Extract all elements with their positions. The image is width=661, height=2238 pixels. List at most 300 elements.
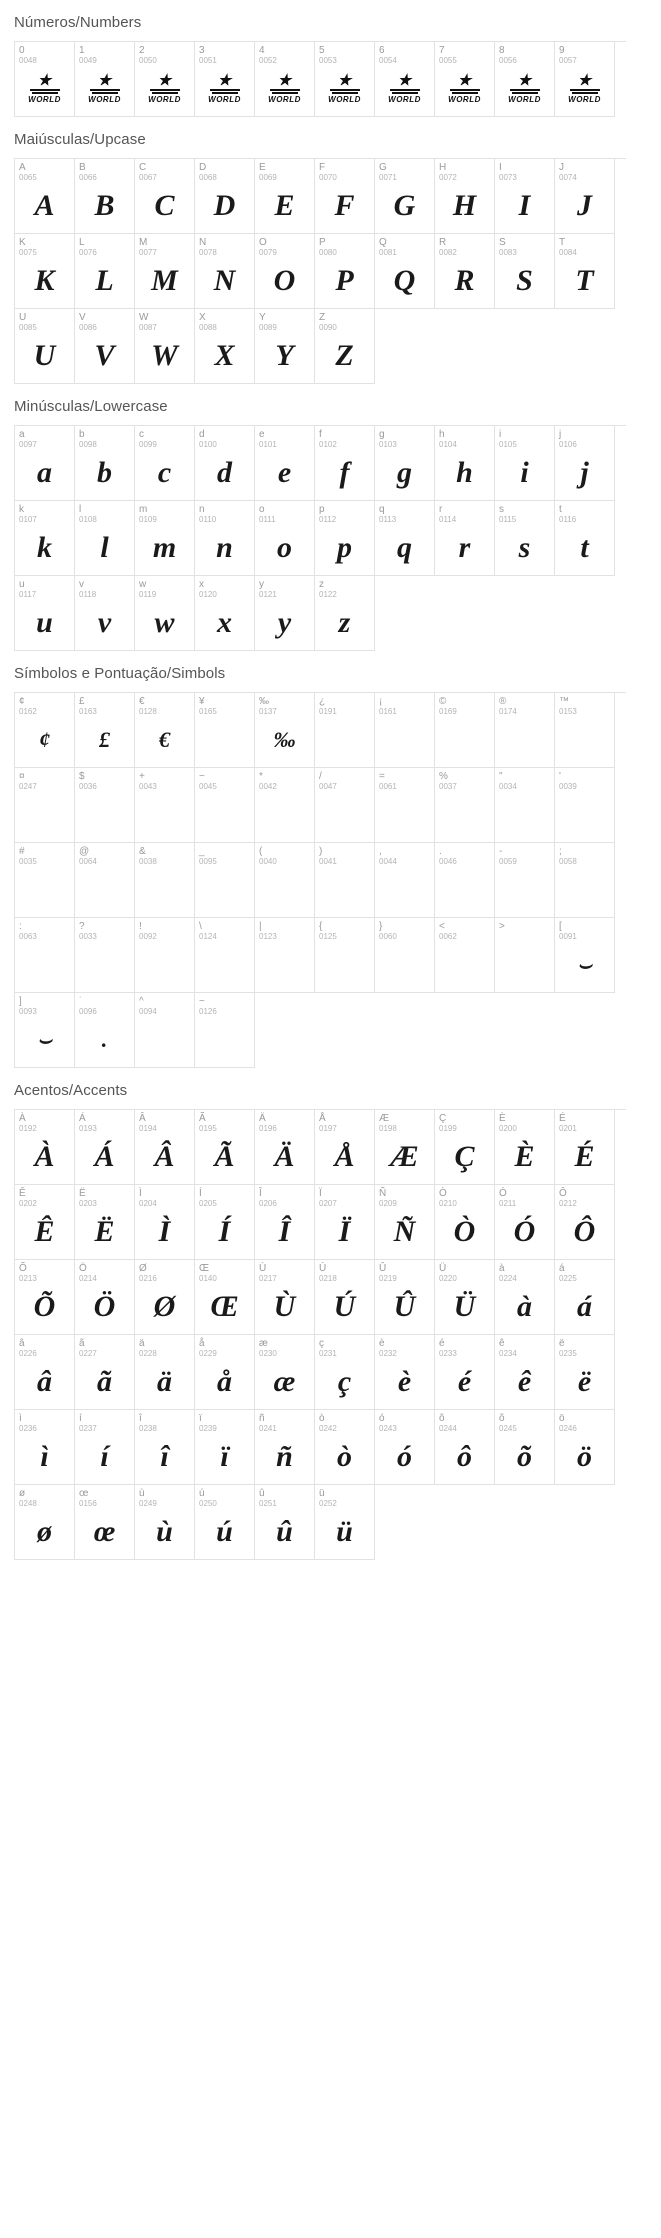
glyph-char-label: 6: [379, 45, 385, 56]
glyph-preview: [375, 940, 434, 990]
glyph-preview: p: [337, 531, 352, 564]
glyph-char-label: j: [559, 429, 562, 440]
glyph-code-label: 0064: [79, 857, 97, 866]
glyph-cell[interactable]: [15, 426, 75, 501]
glyph-code-label: 0092: [139, 932, 157, 941]
glyph-char-label: :: [19, 921, 22, 932]
glyph-cell[interactable]: [375, 42, 435, 117]
glyph-code-label: 0248: [19, 1499, 37, 1508]
glyph-cell[interactable]: [15, 918, 75, 993]
glyph-char-label: œ: [79, 1488, 89, 1499]
glyph-cell[interactable]: [495, 693, 555, 768]
badge-bar: [272, 92, 298, 94]
glyph-cell[interactable]: [195, 1410, 255, 1485]
glyph-code-label: 0237: [79, 1424, 97, 1433]
glyph-cell[interactable]: [255, 576, 315, 651]
glyph-preview: v: [97, 606, 112, 639]
glyph-cell[interactable]: [375, 1260, 435, 1335]
glyph-cell[interactable]: [255, 1485, 315, 1560]
glyph-char-label: û: [259, 1488, 265, 1499]
glyph-cell[interactable]: [195, 309, 255, 384]
glyph-cell[interactable]: [555, 42, 615, 117]
star-badge-icon: [26, 69, 64, 109]
glyph-code-label: 0039: [559, 782, 577, 791]
glyph-preview: i: [520, 456, 529, 489]
glyph-cell[interactable]: [255, 843, 315, 918]
glyph-cell[interactable]: [315, 234, 375, 309]
glyph-code-label: 0174: [499, 707, 517, 716]
glyph-cell[interactable]: [255, 1410, 315, 1485]
glyph-cell[interactable]: [495, 1260, 555, 1335]
glyph-cell[interactable]: [75, 1410, 135, 1485]
glyph-cell[interactable]: [135, 159, 195, 234]
glyph-cell[interactable]: [195, 234, 255, 309]
glyph-cell[interactable]: [135, 1335, 195, 1410]
glyph-char-label: 1: [79, 45, 85, 56]
glyph-cell[interactable]: [375, 768, 435, 843]
glyph-cell[interactable]: [75, 159, 135, 234]
glyph-cell[interactable]: [375, 1410, 435, 1485]
glyph-preview: ø: [37, 1515, 52, 1548]
glyph-cell[interactable]: [15, 576, 75, 651]
glyph-cell[interactable]: [315, 42, 375, 117]
glyph-cell[interactable]: [75, 234, 135, 309]
glyph-preview: [435, 790, 494, 840]
glyph-cell[interactable]: [195, 693, 255, 768]
glyph-cell[interactable]: [15, 993, 75, 1068]
glyph-cell[interactable]: [255, 693, 315, 768]
glyph-char-label: H: [439, 162, 447, 173]
glyph-cell[interactable]: [375, 159, 435, 234]
glyph-cell[interactable]: [75, 1485, 135, 1560]
glyph-char-label: Õ: [19, 1263, 27, 1274]
glyph-preview: A: [34, 189, 55, 222]
glyph-preview: w: [154, 606, 175, 639]
glyph-char-label: ;: [559, 846, 562, 857]
glyph-cell[interactable]: [255, 768, 315, 843]
glyph-cell[interactable]: [375, 1185, 435, 1260]
glyph-cell[interactable]: [435, 768, 495, 843]
glyph-cell[interactable]: [255, 234, 315, 309]
glyph-char-label: Ï: [319, 1188, 322, 1199]
glyph-cell[interactable]: [315, 1485, 375, 1560]
glyph-cell[interactable]: [135, 1185, 195, 1260]
glyph-cell[interactable]: [315, 1410, 375, 1485]
badge-word: WORLD: [568, 94, 601, 104]
glyph-preview: [315, 865, 374, 915]
glyph-code-label: 0238: [139, 1424, 157, 1433]
glyph-cell[interactable]: [135, 1260, 195, 1335]
glyph-cell[interactable]: [255, 1110, 315, 1185]
glyph-cell[interactable]: [315, 426, 375, 501]
glyph-code-label: 0251: [259, 1499, 277, 1508]
glyph-cell[interactable]: [315, 1110, 375, 1185]
glyph-code-label: 0110: [199, 515, 217, 524]
glyph-char-label: Q: [379, 237, 387, 248]
glyph-cell[interactable]: [495, 42, 555, 117]
glyph-char-label: B: [79, 162, 86, 173]
glyph-cell[interactable]: [435, 1110, 495, 1185]
glyph-cell[interactable]: [195, 918, 255, 993]
glyph-cell[interactable]: [495, 159, 555, 234]
glyph-cell[interactable]: [15, 1485, 75, 1560]
glyph-cell[interactable]: [375, 501, 435, 576]
glyph-char-label: ¡: [379, 696, 383, 707]
glyph-cell[interactable]: [75, 768, 135, 843]
glyph-preview: D: [213, 189, 236, 222]
glyph-preview: Õ: [33, 1290, 56, 1323]
glyph-cell[interactable]: [495, 1335, 555, 1410]
glyph-preview: æ: [273, 1365, 296, 1398]
badge-bar: [512, 92, 538, 94]
glyph-char-label: >: [499, 921, 505, 932]
glyph-cell[interactable]: [75, 501, 135, 576]
badge-word: WORLD: [148, 94, 181, 104]
glyph-char-label: ì: [19, 1413, 22, 1424]
glyph-cell[interactable]: [315, 576, 375, 651]
glyph-char-label: e: [259, 429, 265, 440]
glyph-cell[interactable]: [15, 501, 75, 576]
star-badge-icon: [566, 69, 604, 109]
glyph-cell[interactable]: [555, 1110, 615, 1185]
glyph-cell[interactable]: [315, 843, 375, 918]
glyph-cell[interactable]: [135, 918, 195, 993]
glyph-cell[interactable]: [75, 918, 135, 993]
glyph-preview: ö: [577, 1440, 592, 1473]
glyph-cell[interactable]: [195, 1485, 255, 1560]
glyph-code-label: 0053: [319, 56, 337, 65]
glyph-cell[interactable]: [255, 1185, 315, 1260]
glyph-cell[interactable]: [375, 426, 435, 501]
glyph-code-label: 0249: [139, 1499, 157, 1508]
glyph-cell[interactable]: [435, 1185, 495, 1260]
glyph-cell[interactable]: [135, 576, 195, 651]
glyph-cell[interactable]: [495, 501, 555, 576]
glyph-cell[interactable]: [495, 1410, 555, 1485]
glyph-cell[interactable]: [15, 1185, 75, 1260]
glyph-cell[interactable]: [195, 1335, 255, 1410]
glyph-preview: ì: [40, 1440, 49, 1473]
glyph-cell[interactable]: [375, 1335, 435, 1410]
glyph-cell[interactable]: [75, 693, 135, 768]
glyph-cell[interactable]: [555, 159, 615, 234]
glyph-char-label: Ú: [319, 1263, 327, 1274]
glyph-cell[interactable]: [255, 918, 315, 993]
glyph-code-label: 0072: [439, 173, 457, 182]
glyph-code-label: 0105: [499, 440, 517, 449]
glyph-cell[interactable]: [15, 1260, 75, 1335]
glyph-cell[interactable]: [75, 1335, 135, 1410]
glyph-char-label: O: [259, 237, 267, 248]
section-lowercase: [0, 384, 661, 651]
glyph-cell[interactable]: [495, 426, 555, 501]
glyph-preview: û: [276, 1515, 293, 1548]
glyph-cell[interactable]: [15, 1110, 75, 1185]
glyph-char-label: ã: [79, 1338, 85, 1349]
glyph-cell[interactable]: [75, 1260, 135, 1335]
glyph-char-label: Î: [259, 1188, 262, 1199]
glyph-cell[interactable]: [495, 843, 555, 918]
glyph-cell[interactable]: [255, 1260, 315, 1335]
glyph-char-label: Ä: [259, 1113, 266, 1124]
glyph-code-label: 0096: [79, 1007, 97, 1016]
glyph-cell[interactable]: [555, 1185, 615, 1260]
glyph-code-label: 0126: [199, 1007, 217, 1016]
glyph-preview: [435, 64, 494, 114]
glyph-preview: m: [152, 531, 177, 564]
glyph-cell[interactable]: [315, 768, 375, 843]
glyph-preview: [15, 865, 74, 915]
glyph-preview: ï: [220, 1440, 229, 1473]
glyph-cell[interactable]: [435, 693, 495, 768]
glyph-cell[interactable]: [15, 42, 75, 117]
glyph-code-label: 0070: [319, 173, 337, 182]
glyph-cell[interactable]: [315, 309, 375, 384]
badge-bar: [270, 89, 300, 91]
glyph-cell[interactable]: [135, 1410, 195, 1485]
glyph-cell[interactable]: [435, 501, 495, 576]
glyph-preview: E: [274, 189, 295, 222]
badge-bars: [330, 88, 360, 95]
glyph-preview: [195, 940, 254, 990]
glyph-cell[interactable]: [15, 1410, 75, 1485]
glyph-code-label: 0097: [19, 440, 37, 449]
glyph-code-label: 0050: [139, 56, 157, 65]
glyph-cell[interactable]: [555, 918, 615, 993]
glyph-code-label: 0225: [559, 1274, 577, 1283]
glyph-cell[interactable]: [255, 159, 315, 234]
glyph-cell[interactable]: [435, 918, 495, 993]
glyph-cell[interactable]: [195, 42, 255, 117]
glyph-code-label: 0213: [19, 1274, 37, 1283]
glyph-cell[interactable]: [555, 426, 615, 501]
glyph-char-label: á: [559, 1263, 565, 1274]
glyph-code-label: 0228: [139, 1349, 157, 1358]
glyph-cell[interactable]: [135, 1110, 195, 1185]
glyph-code-label: 0049: [79, 56, 97, 65]
glyph-preview: â: [37, 1365, 52, 1398]
badge-bars: [390, 88, 420, 95]
glyph-cell[interactable]: [435, 1260, 495, 1335]
glyph-code-label: 0036: [79, 782, 97, 791]
glyph-cell[interactable]: [15, 234, 75, 309]
glyph-cell[interactable]: [135, 1485, 195, 1560]
glyph-code-label: 0088: [199, 323, 217, 332]
glyph-char-label: Ê: [19, 1188, 26, 1199]
glyph-cell[interactable]: [315, 159, 375, 234]
glyph-char-label: Ã: [199, 1113, 206, 1124]
badge-bars: [450, 88, 480, 95]
glyph-char-label: ‰: [259, 696, 269, 707]
glyph-cell[interactable]: [135, 501, 195, 576]
glyph-char-label: {: [319, 921, 323, 932]
glyph-cell[interactable]: [75, 426, 135, 501]
glyph-cell[interactable]: [15, 768, 75, 843]
glyph-cell[interactable]: [135, 768, 195, 843]
glyph-cell[interactable]: [135, 693, 195, 768]
glyph-preview: [75, 64, 134, 114]
glyph-cell[interactable]: [555, 234, 615, 309]
glyph-cell[interactable]: [435, 843, 495, 918]
glyph-cell[interactable]: [75, 1185, 135, 1260]
glyph-code-label: 0093: [19, 1007, 37, 1016]
glyph-cell[interactable]: [135, 42, 195, 117]
glyph-cell[interactable]: [75, 42, 135, 117]
glyph-cell[interactable]: [75, 993, 135, 1068]
glyph-cell[interactable]: [495, 768, 555, 843]
glyph-code-label: 0246: [559, 1424, 577, 1433]
glyph-char-label: Ö: [79, 1263, 87, 1274]
glyph-preview: å: [217, 1365, 232, 1398]
glyph-code-label: 0060: [379, 932, 397, 941]
glyph-char-label: ù: [139, 1488, 145, 1499]
glyph-cell[interactable]: [135, 843, 195, 918]
glyph-code-label: 0226: [19, 1349, 37, 1358]
glyph-cell[interactable]: [195, 768, 255, 843]
glyph-code-label: 0205: [199, 1199, 217, 1208]
glyph-cell[interactable]: [15, 159, 75, 234]
glyph-cell[interactable]: [375, 918, 435, 993]
glyph-cell[interactable]: [75, 843, 135, 918]
glyph-cell[interactable]: [495, 918, 555, 993]
glyph-cell[interactable]: [375, 234, 435, 309]
glyph-char-label: #: [19, 846, 25, 857]
star-icon: ★: [217, 72, 232, 89]
glyph-cell[interactable]: [315, 1335, 375, 1410]
section-title: Minúsculas/Lowercase: [14, 398, 168, 415]
glyph-cell[interactable]: [315, 918, 375, 993]
glyph-cell[interactable]: [195, 1110, 255, 1185]
badge-bar: [450, 89, 480, 91]
glyph-char-label: ç: [319, 1338, 324, 1349]
glyph-cell[interactable]: [195, 843, 255, 918]
glyph-cell[interactable]: [555, 1260, 615, 1335]
glyph-cell[interactable]: [15, 309, 75, 384]
star-icon: ★: [577, 72, 592, 89]
glyph-cell[interactable]: [255, 42, 315, 117]
glyph-char-label: @: [79, 846, 90, 857]
glyph-char-label: !: [139, 921, 142, 932]
glyph-preview: z: [338, 606, 351, 639]
glyph-cell[interactable]: [435, 234, 495, 309]
glyph-char-label: ~: [199, 996, 205, 1007]
glyph-cell[interactable]: [555, 1410, 615, 1485]
glyph-cell[interactable]: [555, 768, 615, 843]
glyph-char-label: t: [559, 504, 562, 515]
glyph-code-label: 0224: [499, 1274, 517, 1283]
glyph-cell[interactable]: [135, 426, 195, 501]
glyph-cell[interactable]: [15, 693, 75, 768]
glyph-cell[interactable]: [555, 1335, 615, 1410]
glyph-code-label: 0202: [19, 1199, 37, 1208]
glyph-cell[interactable]: [555, 693, 615, 768]
glyph-cell[interactable]: [495, 234, 555, 309]
glyph-cell[interactable]: [195, 993, 255, 1068]
glyph-cell[interactable]: [15, 1335, 75, 1410]
glyph-cell[interactable]: [495, 1185, 555, 1260]
glyph-cell[interactable]: [375, 1110, 435, 1185]
glyph-char-label: 2: [139, 45, 145, 56]
section-symbols: [0, 651, 661, 1068]
glyph-char-label: ô: [439, 1413, 445, 1424]
glyph-cell[interactable]: [315, 501, 375, 576]
glyph-cell[interactable]: [255, 501, 315, 576]
glyph-cell[interactable]: [435, 159, 495, 234]
glyph-cell[interactable]: [135, 234, 195, 309]
glyph-cell[interactable]: [315, 693, 375, 768]
glyph-code-label: 0095: [199, 857, 217, 866]
glyph-code-label: 0123: [259, 932, 277, 941]
glyph-char-label: î: [139, 1413, 142, 1424]
glyph-code-label: 0161: [379, 707, 397, 716]
glyph-code-label: 0193: [79, 1124, 97, 1133]
section-uppercase: [0, 117, 661, 384]
glyph-char-label: L: [79, 237, 85, 248]
glyph-code-label: 0052: [259, 56, 277, 65]
glyph-cell[interactable]: [435, 1335, 495, 1410]
glyph-cell[interactable]: [555, 843, 615, 918]
glyph-preview: N: [213, 264, 236, 297]
glyph-cell[interactable]: [135, 993, 195, 1068]
glyph-cell[interactable]: [315, 1260, 375, 1335]
glyph-cell[interactable]: [255, 309, 315, 384]
glyph-cell[interactable]: [75, 1110, 135, 1185]
glyph-cell[interactable]: [75, 309, 135, 384]
glyph-code-label: 0210: [439, 1199, 457, 1208]
glyph-cell[interactable]: [75, 576, 135, 651]
glyph-preview: [15, 64, 74, 114]
glyph-char-label: &: [139, 846, 146, 857]
glyph-cell[interactable]: [435, 1410, 495, 1485]
glyph-preview: Ô: [573, 1215, 596, 1248]
glyph-preview: b: [97, 456, 112, 489]
glyph-code-label: 0239: [199, 1424, 217, 1433]
glyph-preview: V: [94, 339, 115, 372]
glyph-char-label: $: [79, 771, 85, 782]
glyph-code-label: 0041: [319, 857, 337, 866]
glyph-cell[interactable]: [255, 1335, 315, 1410]
glyph-cell[interactable]: [15, 843, 75, 918]
glyph-char-label: n: [199, 504, 205, 515]
glyph-cell[interactable]: [195, 159, 255, 234]
glyph-cell[interactable]: [495, 1110, 555, 1185]
glyph-cell[interactable]: [435, 42, 495, 117]
glyph-preview: [135, 1015, 194, 1065]
star-icon: ★: [277, 72, 292, 89]
glyph-cell[interactable]: [195, 576, 255, 651]
glyph-cell[interactable]: [255, 426, 315, 501]
glyph-code-label: 0220: [439, 1274, 457, 1283]
glyph-cell[interactable]: [195, 1260, 255, 1335]
glyph-cell[interactable]: [195, 1185, 255, 1260]
glyph-code-label: 0118: [79, 590, 97, 599]
glyph-code-label: 0099: [139, 440, 157, 449]
glyph-cell[interactable]: [375, 693, 435, 768]
glyph-cell[interactable]: [435, 426, 495, 501]
glyph-cell[interactable]: [555, 501, 615, 576]
glyph-cell[interactable]: [375, 843, 435, 918]
glyph-code-label: 0108: [79, 515, 97, 524]
glyph-cell[interactable]: [135, 309, 195, 384]
glyph-preview: Ñ: [393, 1215, 416, 1248]
glyph-char-label: ö: [559, 1413, 565, 1424]
glyph-cell[interactable]: [315, 1185, 375, 1260]
glyph-code-label: 0106: [559, 440, 577, 449]
glyph-char-label: 3: [199, 45, 205, 56]
glyph-cell[interactable]: [195, 501, 255, 576]
glyph-preview: [135, 790, 194, 840]
glyph-cell[interactable]: [195, 426, 255, 501]
